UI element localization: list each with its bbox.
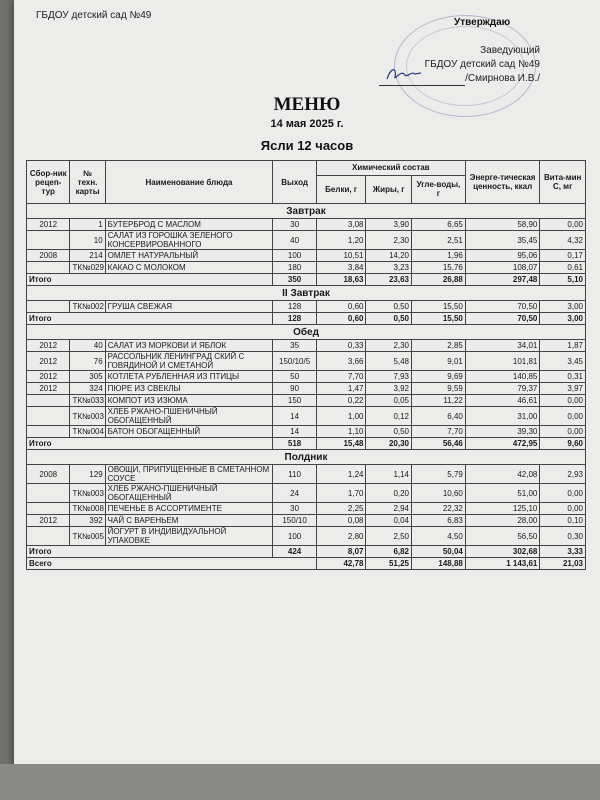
dish-cell: РАССОЛЬНИК ЛЕНИНГРАД СКИЙ С ГОВЯДИНОЙ И СМЕТАНОЙ [105,352,273,371]
total-protein: 0,60 [316,313,366,325]
collection-cell [27,395,70,407]
output-cell: 50 [273,371,316,383]
total-protein: 15,48 [316,438,366,450]
fat-cell: 0,50 [366,301,412,313]
dish-cell: БАТОН ОБОГАЩЕННЫЙ [105,426,273,438]
protein-cell: 0,33 [316,340,366,352]
card-cell: ТК№008 [70,503,105,515]
total-vitamin: 3,00 [540,313,586,325]
card-cell: 392 [70,515,105,527]
carbs-cell: 9,69 [412,371,466,383]
card-cell: ТК№003 [70,484,105,503]
fat-cell: 0,12 [366,407,412,426]
table-row [27,515,586,527]
vitamin-cell: 0,30 [540,527,586,546]
protein-cell: 2,25 [316,503,366,515]
protein-cell: 1,20 [316,231,366,250]
fat-cell: 0,04 [366,515,412,527]
dish-cell: САЛАТ ИЗ ГОРОШКА ЗЕЛЕНОГО КОНСЕРВИРОВАННОГО [105,231,273,250]
dish-cell: ЙОГУРТ В ИНДИВИДУАЛЬНОЙ УПАКОВКЕ [105,527,273,546]
table-row [27,250,586,262]
total-label: Итого [27,546,273,558]
protein-cell: 3,08 [316,219,366,231]
table-row [27,395,586,407]
carbs-cell: 15,50 [412,301,466,313]
output-cell: 14 [273,407,316,426]
table-row [27,371,586,383]
output-cell: 150/10/5 [273,352,316,371]
card-cell: 129 [70,465,105,484]
carbs-cell: 2,51 [412,231,466,250]
grand-total-fat: 51,25 [366,558,412,570]
protein-cell: 1,10 [316,426,366,438]
total-label: Итого [27,274,273,286]
total-row [27,546,586,558]
protein-cell: 2,80 [316,527,366,546]
protein-cell: 10,51 [316,250,366,262]
output-cell: 14 [273,426,316,438]
vitamin-cell: 0,00 [540,484,586,503]
card-cell: 10 [70,231,105,250]
energy-cell: 125,10 [465,503,540,515]
total-fat: 0,50 [366,313,412,325]
protein-cell: 1,00 [316,407,366,426]
protein-cell: 3,66 [316,352,366,371]
total-vitamin: 5,10 [540,274,586,286]
header-card: № техн. карты [70,161,105,204]
carbs-cell: 1,96 [412,250,466,262]
protein-cell: 0,60 [316,301,366,313]
header-fat: Жиры, г [366,175,412,203]
output-cell: 30 [273,219,316,231]
total-row [27,274,586,286]
vitamin-cell: 0,00 [540,407,586,426]
collection-cell [27,301,70,313]
total-protein: 8,07 [316,546,366,558]
fat-cell: 14,20 [366,250,412,262]
carbs-cell: 9,01 [412,352,466,371]
header-protein: Белки, г [316,175,366,203]
table-row [27,383,586,395]
carbs-cell: 10,60 [412,484,466,503]
total-row [27,313,586,325]
card-cell: 214 [70,250,105,262]
vitamin-cell: 0,61 [540,262,586,274]
output-cell: 150 [273,395,316,407]
total-carbs: 26,88 [412,274,466,286]
menu-group: Ясли 12 часов [260,138,354,153]
energy-cell: 140,85 [465,371,540,383]
header-chem: Химический состав [316,161,465,176]
energy-cell: 101,81 [465,352,540,371]
collection-cell [27,503,70,515]
signature [379,75,465,86]
section-row [27,204,586,219]
carbs-cell: 11,22 [412,395,466,407]
section-title: Полдник [27,450,586,465]
card-cell: ТК№002 [70,301,105,313]
total-vitamin: 3,33 [540,546,586,558]
total-energy: 297,48 [465,274,540,286]
approval-name: /Смирнова И.В./ [465,73,540,84]
header-collection: Сбор-ник рецеп-тур [27,161,70,204]
table-row [27,503,586,515]
total-label: Итого [27,313,273,325]
output-cell: 24 [273,484,316,503]
table-row [27,301,586,313]
total-carbs: 50,04 [412,546,466,558]
vitamin-cell: 2,93 [540,465,586,484]
table-row [27,352,586,371]
carbs-cell: 6,40 [412,407,466,426]
total-energy: 472,95 [465,438,540,450]
table-row [27,407,586,426]
table-row [27,231,586,250]
vitamin-cell: 0,00 [540,219,586,231]
org-header: ГБДОУ детский сад №49 [36,10,152,21]
protein-cell: 0,08 [316,515,366,527]
dish-cell: ПЮРЕ ИЗ СВЕКЛЫ [105,383,273,395]
header-vitamin: Вита-мин С, мг [540,161,586,204]
carbs-cell: 6,83 [412,515,466,527]
output-cell: 90 [273,383,316,395]
fat-cell: 0,20 [366,484,412,503]
table-row [27,426,586,438]
fat-cell: 2,50 [366,527,412,546]
table-row [27,340,586,352]
protein-cell: 0,22 [316,395,366,407]
carbs-cell: 9,59 [412,383,466,395]
dish-cell: КОМПОТ ИЗ ИЗЮМА [105,395,273,407]
output-cell: 30 [273,503,316,515]
energy-cell: 42,08 [465,465,540,484]
card-cell: ТК№004 [70,426,105,438]
dish-cell: ХЛЕБ РЖАНО-ПШЕНИЧНЫЙ ОБОГАЩЕННЫЙ [105,484,273,503]
vitamin-cell: 3,00 [540,301,586,313]
energy-cell: 39,30 [465,426,540,438]
section-title: Обед [27,325,586,340]
fat-cell: 0,50 [366,426,412,438]
vitamin-cell: 0,17 [540,250,586,262]
dish-cell: КАКАО С МОЛОКОМ [105,262,273,274]
energy-cell: 35,45 [465,231,540,250]
vitamin-cell: 0,00 [540,395,586,407]
output-cell: 128 [273,301,316,313]
dish-cell: САЛАТ ИЗ МОРКОВИ И ЯБЛОК [105,340,273,352]
card-cell: 76 [70,352,105,371]
card-cell: ТК№029 [70,262,105,274]
fat-cell: 5,48 [366,352,412,371]
section-row [27,325,586,340]
approval-signature-row [379,72,540,86]
collection-cell [27,484,70,503]
fat-cell: 2,30 [366,231,412,250]
total-energy: 302,68 [465,546,540,558]
energy-cell: 31,00 [465,407,540,426]
table-header [27,161,586,204]
fat-cell: 2,94 [366,503,412,515]
dish-cell: ХЛЕБ РЖАНО-ПШЕНИЧНЫЙ ОБОГАЩЕННЫЙ [105,407,273,426]
energy-cell: 108,07 [465,262,540,274]
section-title: Завтрак [27,204,586,219]
output-cell: 100 [273,527,316,546]
energy-cell: 95,06 [465,250,540,262]
dish-cell: ОВОЩИ, ПРИПУЩЕННЫЕ В СМЕТАННОМ СОУСЕ [105,465,273,484]
fat-cell: 2,30 [366,340,412,352]
total-output: 350 [273,274,316,286]
dish-cell: БУТЕРБРОД С МАСЛОМ [105,219,273,231]
vitamin-cell: 4,32 [540,231,586,250]
energy-cell: 58,90 [465,219,540,231]
energy-cell: 51,00 [465,484,540,503]
total-energy: 70,50 [465,313,540,325]
section-title: II Завтрак [27,286,586,301]
header-energy: Энерге-тическая ценность, ккал [465,161,540,204]
dish-cell: ГРУША СВЕЖАЯ [105,301,273,313]
output-cell: 150/10 [273,515,316,527]
card-cell: 324 [70,383,105,395]
carbs-cell: 15,76 [412,262,466,274]
total-output: 128 [273,313,316,325]
collection-cell: 2008 [27,465,70,484]
protein-cell: 1,47 [316,383,366,395]
total-protein: 18,63 [316,274,366,286]
vitamin-cell: 0,31 [540,371,586,383]
header-dish: Наименование блюда [105,161,273,204]
approval-block [379,44,540,86]
section-row [27,286,586,301]
vitamin-cell: 3,97 [540,383,586,395]
header-carbs: Угле-воды, г [412,175,466,203]
signature-scribble [385,65,425,83]
table-row [27,484,586,503]
total-carbs: 56,46 [412,438,466,450]
menu-table [26,160,586,570]
energy-cell: 34,01 [465,340,540,352]
energy-cell: 56,50 [465,527,540,546]
fat-cell: 1,14 [366,465,412,484]
collection-cell: 2012 [27,515,70,527]
table-row [27,465,586,484]
grand-total-energy: 1 143,61 [465,558,540,570]
desk-surface [0,764,600,800]
output-cell: 40 [273,231,316,250]
card-cell: ТК№033 [70,395,105,407]
table-body [27,204,586,570]
carbs-cell: 7,70 [412,426,466,438]
grand-total-row [27,558,586,570]
vitamin-cell: 3,45 [540,352,586,371]
approval-org: ГБДОУ детский сад №49 [424,59,540,70]
output-cell: 110 [273,465,316,484]
collection-cell [27,231,70,250]
collection-cell: 2012 [27,371,70,383]
collection-cell: 2008 [27,250,70,262]
vitamin-cell: 1,87 [540,340,586,352]
menu-title: МЕНЮ [273,94,341,115]
energy-cell: 46,61 [465,395,540,407]
vitamin-cell: 0,00 [540,503,586,515]
energy-cell: 70,50 [465,301,540,313]
table-row [27,527,586,546]
output-cell: 35 [273,340,316,352]
total-fat: 23,63 [366,274,412,286]
collection-cell: 2012 [27,219,70,231]
collection-cell [27,407,70,426]
total-output: 424 [273,546,316,558]
total-label: Итого [27,438,273,450]
carbs-cell: 4,50 [412,527,466,546]
card-cell: 305 [70,371,105,383]
vitamin-cell: 0,10 [540,515,586,527]
total-fat: 6,82 [366,546,412,558]
collection-cell [27,262,70,274]
grand-total-protein: 42,78 [316,558,366,570]
menu-date: 14 мая 2025 г. [270,118,344,130]
collection-cell [27,527,70,546]
total-output: 518 [273,438,316,450]
collection-cell: 2012 [27,340,70,352]
vitamin-cell: 0,00 [540,426,586,438]
dish-cell: КОТЛЕТА РУБЛЕННАЯ ИЗ ПТИЦЫ [105,371,273,383]
output-cell: 180 [273,262,316,274]
dish-cell: ЧАЙ С ВАРЕНЬЕМ [105,515,273,527]
approval-position: Заведующий [480,45,540,56]
collection-cell: 2012 [27,352,70,371]
card-cell: ТК№003 [70,407,105,426]
total-row [27,438,586,450]
protein-cell: 7,70 [316,371,366,383]
card-cell: ТК№005 [70,527,105,546]
carbs-cell: 2,85 [412,340,466,352]
total-vitamin: 9,60 [540,438,586,450]
card-cell: 40 [70,340,105,352]
grand-total-carbs: 148,88 [412,558,466,570]
dish-cell: ОМЛЕТ НАТУРАЛЬНЫЙ [105,250,273,262]
total-carbs: 15,50 [412,313,466,325]
carbs-cell: 5,79 [412,465,466,484]
carbs-cell: 22,32 [412,503,466,515]
grand-total-label: Всего [27,558,317,570]
fat-cell: 3,90 [366,219,412,231]
approval-title: Утверждаю [454,17,511,28]
protein-cell: 3,84 [316,262,366,274]
carbs-cell: 6,65 [412,219,466,231]
dish-cell: ПЕЧЕНЬЕ В АССОРТИМЕНТЕ [105,503,273,515]
fat-cell: 0,05 [366,395,412,407]
protein-cell: 1,70 [316,484,366,503]
header-output: Выход [273,161,316,204]
output-cell: 100 [273,250,316,262]
protein-cell: 1,24 [316,465,366,484]
fat-cell: 3,92 [366,383,412,395]
energy-cell: 79,37 [465,383,540,395]
fat-cell: 3,23 [366,262,412,274]
fat-cell: 7,93 [366,371,412,383]
collection-cell: 2012 [27,383,70,395]
card-cell: 1 [70,219,105,231]
grand-total-vitamin: 21,03 [540,558,586,570]
collection-cell [27,426,70,438]
energy-cell: 28,00 [465,515,540,527]
table-row [27,262,586,274]
total-fat: 20,30 [366,438,412,450]
table-row [27,219,586,231]
section-row [27,450,586,465]
